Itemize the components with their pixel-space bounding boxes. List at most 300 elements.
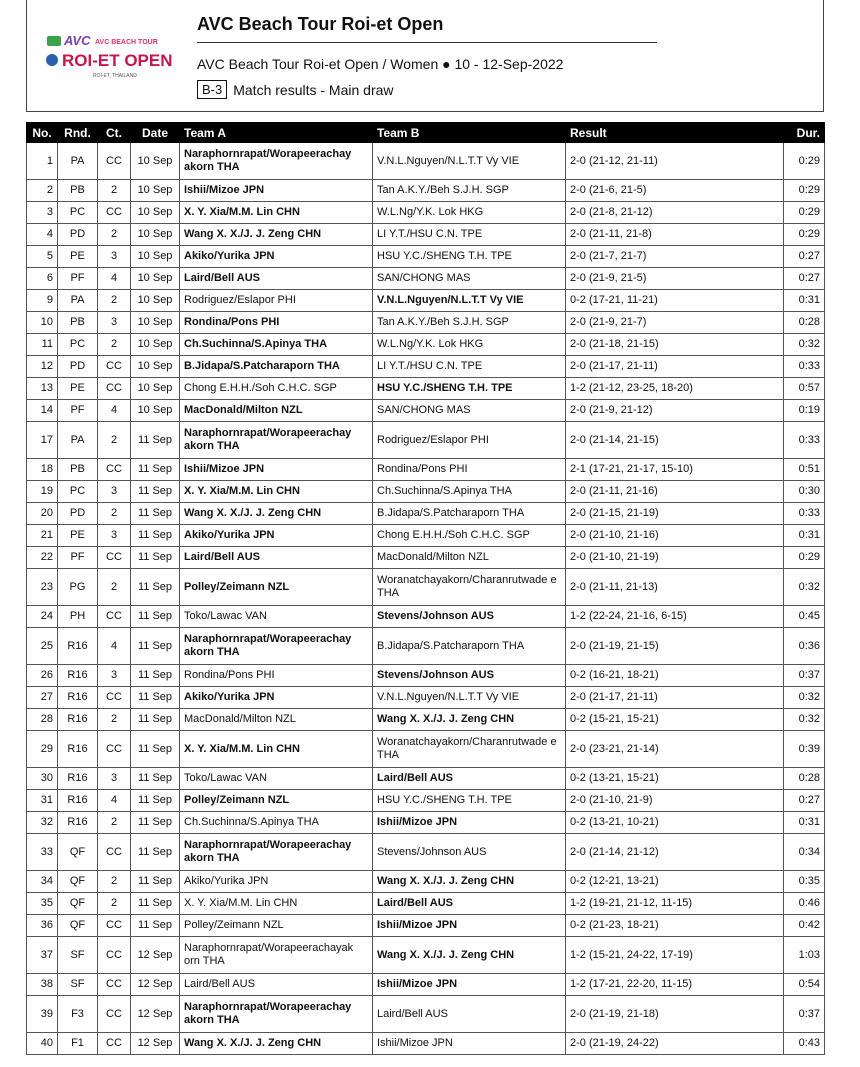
cell-date: 11 Sep — [131, 547, 180, 569]
cell-court: 4 — [98, 628, 131, 665]
cell-duration: 0:32 — [784, 709, 825, 731]
table-row — [27, 915, 825, 937]
cell-result: 0-2 (21-23, 18-21) — [566, 915, 784, 937]
table-row — [27, 268, 825, 290]
cell-duration: 0:45 — [784, 606, 825, 628]
cell-round: R16 — [58, 812, 98, 834]
svg-text:ROI-ET, THAILAND: ROI-ET, THAILAND — [93, 73, 137, 79]
cell-duration: 0:33 — [784, 503, 825, 525]
table-header-row — [27, 123, 825, 143]
cell-result: 1-2 (19-21, 21-12, 11-15) — [566, 893, 784, 915]
cell-court: CC — [98, 143, 131, 180]
cell-court: 3 — [98, 768, 131, 790]
document-title: AVC Beach Tour Roi-et Open — [197, 14, 444, 34]
cell-team-b: Woranatchayakorn/Charanrutwade e THA — [373, 731, 566, 768]
cell-team-b: Laird/Bell AUS — [373, 996, 566, 1033]
table-row — [27, 334, 825, 356]
match-results-table — [26, 122, 825, 1055]
cell-date: 11 Sep — [131, 915, 180, 937]
cell-duration: 0:29 — [784, 202, 825, 224]
table-row — [27, 606, 825, 628]
col-header-duration: Dur. — [784, 123, 825, 143]
cell-round: PD — [58, 356, 98, 378]
cell-team-b: B.Jidapa/S.Patcharaporn THA — [373, 628, 566, 665]
cell-round: R16 — [58, 665, 98, 687]
cell-round: PA — [58, 143, 98, 180]
cell-match-no: 12 — [27, 356, 58, 378]
document-name: Match results - Main draw — [233, 81, 394, 98]
cell-court: CC — [98, 731, 131, 768]
cell-round: PC — [58, 202, 98, 224]
cell-court: CC — [98, 606, 131, 628]
cell-match-no: 28 — [27, 709, 58, 731]
cell-court: CC — [98, 378, 131, 400]
cell-team-a: Chong E.H.H./Soh C.H.C. SGP — [180, 378, 373, 400]
table-row — [27, 459, 825, 481]
cell-team-a: Ishii/Mizoe JPN — [180, 180, 373, 202]
table-row — [27, 937, 825, 974]
cell-date: 11 Sep — [131, 481, 180, 503]
cell-match-no: 34 — [27, 871, 58, 893]
cell-duration: 0:51 — [784, 459, 825, 481]
cell-date: 10 Sep — [131, 356, 180, 378]
cell-result: 2-0 (23-21, 21-14) — [566, 731, 784, 768]
cell-team-b: Rondina/Pons PHI — [373, 459, 566, 481]
cell-match-no: 13 — [27, 378, 58, 400]
cell-match-no: 25 — [27, 628, 58, 665]
col-header-result: Result — [566, 123, 784, 143]
cell-match-no: 17 — [27, 422, 58, 459]
cell-team-a: Ishii/Mizoe JPN — [180, 459, 373, 481]
table-row — [27, 731, 825, 768]
cell-team-b: Rodriguez/Eslapor PHI — [373, 422, 566, 459]
col-header-team-a: Team A — [180, 123, 373, 143]
col-header-no: No. — [27, 123, 58, 143]
cell-team-a: Naraphornrapat/Worapeerachayak orn THA — [180, 937, 373, 974]
cell-court: 3 — [98, 525, 131, 547]
cell-court: 3 — [98, 665, 131, 687]
cell-date: 11 Sep — [131, 871, 180, 893]
cell-court: 2 — [98, 422, 131, 459]
cell-team-b: V.N.L.Nguyen/N.L.T.T Vy VIE — [373, 143, 566, 180]
cell-team-a: Wang X. X./J. J. Zeng CHN — [180, 503, 373, 525]
cell-duration: 0:31 — [784, 525, 825, 547]
cell-date: 11 Sep — [131, 569, 180, 606]
cell-result: 2-0 (21-14, 21-12) — [566, 834, 784, 871]
cell-match-no: 1 — [27, 143, 58, 180]
cell-duration: 0:37 — [784, 996, 825, 1033]
table-row — [27, 709, 825, 731]
cell-date: 11 Sep — [131, 812, 180, 834]
cell-team-a: Ch.Suchinna/S.Apinya THA — [180, 812, 373, 834]
cell-team-b: Woranatchayakorn/Charanrutwade e THA — [373, 569, 566, 606]
cell-result: 2-0 (21-19, 21-18) — [566, 996, 784, 1033]
cell-result: 2-0 (21-19, 24-22) — [566, 1033, 784, 1055]
cell-round: PC — [58, 334, 98, 356]
table-row — [27, 400, 825, 422]
col-header-date: Date — [131, 123, 180, 143]
table-row — [27, 547, 825, 569]
cell-duration: 0:27 — [784, 268, 825, 290]
cell-court: CC — [98, 834, 131, 871]
cell-team-a: Akiko/Yurika JPN — [180, 871, 373, 893]
table-row — [27, 893, 825, 915]
table-row — [27, 503, 825, 525]
cell-round: PF — [58, 547, 98, 569]
table-row — [27, 996, 825, 1033]
table-row — [27, 687, 825, 709]
cell-round: R16 — [58, 731, 98, 768]
cell-court: 2 — [98, 334, 131, 356]
cell-court: 2 — [98, 180, 131, 202]
cell-result: 1-2 (17-21, 22-20, 11-15) — [566, 974, 784, 996]
cell-result: 1-2 (21-12, 23-25, 18-20) — [566, 378, 784, 400]
table-row — [27, 224, 825, 246]
cell-team-b: W.L.Ng/Y.K. Lok HKG — [373, 334, 566, 356]
cell-team-b: Ishii/Mizoe JPN — [373, 1033, 566, 1055]
cell-team-a: Ch.Suchinna/S.Apinya THA — [180, 334, 373, 356]
cell-team-a: Rondina/Pons PHI — [180, 312, 373, 334]
cell-court: 2 — [98, 812, 131, 834]
table-row — [27, 974, 825, 996]
cell-date: 10 Sep — [131, 290, 180, 312]
cell-court: 2 — [98, 893, 131, 915]
cell-team-a: Wang X. X./J. J. Zeng CHN — [180, 224, 373, 246]
cell-court: CC — [98, 547, 131, 569]
table-row — [27, 143, 825, 180]
cell-result: 2-0 (21-11, 21-8) — [566, 224, 784, 246]
cell-result: 2-0 (21-19, 21-15) — [566, 628, 784, 665]
cell-team-a: Naraphornrapat/Worapeerachay akorn THA — [180, 143, 373, 180]
cell-team-b: V.N.L.Nguyen/N.L.T.T Vy VIE — [373, 687, 566, 709]
cell-result: 0-2 (17-21, 11-21) — [566, 290, 784, 312]
col-header-round: Rnd. — [58, 123, 98, 143]
cell-court: CC — [98, 937, 131, 974]
cell-result: 2-0 (21-10, 21-9) — [566, 790, 784, 812]
cell-duration: 0:37 — [784, 665, 825, 687]
cell-result: 2-0 (21-17, 21-11) — [566, 356, 784, 378]
cell-date: 11 Sep — [131, 709, 180, 731]
cell-result: 2-0 (21-6, 21-5) — [566, 180, 784, 202]
cell-team-b: Laird/Bell AUS — [373, 768, 566, 790]
cell-date: 11 Sep — [131, 893, 180, 915]
cell-date: 12 Sep — [131, 1033, 180, 1055]
cell-duration: 0:33 — [784, 422, 825, 459]
cell-team-a: X. Y. Xia/M.M. Lin CHN — [180, 481, 373, 503]
cell-team-a: MacDonald/Milton NZL — [180, 709, 373, 731]
cell-match-no: 40 — [27, 1033, 58, 1055]
cell-result: 2-0 (21-9, 21-12) — [566, 400, 784, 422]
cell-court: 4 — [98, 790, 131, 812]
table-row — [27, 422, 825, 459]
cell-team-b: Stevens/Johnson AUS — [373, 834, 566, 871]
cell-match-no: 11 — [27, 334, 58, 356]
cell-date: 11 Sep — [131, 606, 180, 628]
cell-result: 2-0 (21-7, 21-7) — [566, 246, 784, 268]
cell-court: 2 — [98, 709, 131, 731]
cell-round: PC — [58, 481, 98, 503]
cell-round: R16 — [58, 790, 98, 812]
cell-date: 11 Sep — [131, 790, 180, 812]
cell-match-no: 37 — [27, 937, 58, 974]
cell-court: 4 — [98, 400, 131, 422]
cell-team-b: Wang X. X./J. J. Zeng CHN — [373, 871, 566, 893]
cell-team-b: Tan A.K.Y./Beh S.J.H. SGP — [373, 312, 566, 334]
cell-match-no: 9 — [27, 290, 58, 312]
cell-team-b: HSU Y.C./SHENG T.H. TPE — [373, 790, 566, 812]
cell-match-no: 10 — [27, 312, 58, 334]
cell-date: 10 Sep — [131, 202, 180, 224]
cell-round: QF — [58, 893, 98, 915]
cell-team-b: Ishii/Mizoe JPN — [373, 974, 566, 996]
svg-text:AVC: AVC — [64, 33, 91, 48]
cell-court: CC — [98, 202, 131, 224]
cell-team-b: Chong E.H.H./Soh C.H.C. SGP — [373, 525, 566, 547]
cell-duration: 0:35 — [784, 871, 825, 893]
cell-result: 2-0 (21-8, 21-12) — [566, 202, 784, 224]
cell-date: 10 Sep — [131, 246, 180, 268]
cell-team-b: SAN/CHONG MAS — [373, 400, 566, 422]
svg-text:ROI-ET OPEN: ROI-ET OPEN — [62, 51, 173, 70]
table-row — [27, 1033, 825, 1055]
cell-team-b: Stevens/Johnson AUS — [373, 606, 566, 628]
document-code: B-3 — [197, 80, 227, 99]
cell-match-no: 35 — [27, 893, 58, 915]
cell-team-b: W.L.Ng/Y.K. Lok HKG — [373, 202, 566, 224]
table-row — [27, 834, 825, 871]
cell-round: PD — [58, 503, 98, 525]
cell-date: 11 Sep — [131, 768, 180, 790]
cell-team-b: MacDonald/Milton NZL — [373, 547, 566, 569]
cell-result: 2-0 (21-12, 21-11) — [566, 143, 784, 180]
cell-date: 10 Sep — [131, 268, 180, 290]
cell-team-b: SAN/CHONG MAS — [373, 268, 566, 290]
cell-date: 10 Sep — [131, 312, 180, 334]
cell-court: 3 — [98, 246, 131, 268]
header-box — [26, 0, 824, 112]
cell-team-b: LI Y.T./HSU C.N. TPE — [373, 356, 566, 378]
cell-match-no: 29 — [27, 731, 58, 768]
cell-round: R16 — [58, 709, 98, 731]
table-row — [27, 790, 825, 812]
cell-date: 11 Sep — [131, 628, 180, 665]
cell-team-a: Toko/Lawac VAN — [180, 768, 373, 790]
svg-text:AVC BEACH TOUR: AVC BEACH TOUR — [95, 39, 158, 46]
cell-duration: 0:33 — [784, 356, 825, 378]
cell-date: 10 Sep — [131, 334, 180, 356]
cell-result: 1-2 (22-24, 21-16, 6-15) — [566, 606, 784, 628]
cell-date: 11 Sep — [131, 665, 180, 687]
cell-duration: 0:32 — [784, 569, 825, 606]
tournament-logo — [45, 30, 187, 82]
cell-court: CC — [98, 996, 131, 1033]
cell-team-b: Ishii/Mizoe JPN — [373, 812, 566, 834]
cell-result: 0-2 (13-21, 15-21) — [566, 768, 784, 790]
cell-date: 11 Sep — [131, 687, 180, 709]
cell-date: 12 Sep — [131, 937, 180, 974]
cell-date: 10 Sep — [131, 224, 180, 246]
cell-date: 12 Sep — [131, 996, 180, 1033]
cell-result: 2-0 (21-18, 21-15) — [566, 334, 784, 356]
cell-duration: 0:29 — [784, 224, 825, 246]
cell-court: CC — [98, 687, 131, 709]
cell-team-a: Toko/Lawac VAN — [180, 606, 373, 628]
cell-duration: 0:46 — [784, 893, 825, 915]
cell-match-no: 27 — [27, 687, 58, 709]
cell-result: 2-1 (17-21, 21-17, 15-10) — [566, 459, 784, 481]
cell-team-a: Naraphornrapat/Worapeerachay akorn THA — [180, 422, 373, 459]
cell-team-b: Wang X. X./J. J. Zeng CHN — [373, 937, 566, 974]
cell-court: 2 — [98, 871, 131, 893]
cell-date: 10 Sep — [131, 378, 180, 400]
document-line — [197, 80, 394, 99]
cell-date: 11 Sep — [131, 731, 180, 768]
cell-round: R16 — [58, 628, 98, 665]
cell-round: PF — [58, 268, 98, 290]
cell-result: 2-0 (21-11, 21-16) — [566, 481, 784, 503]
cell-court: CC — [98, 915, 131, 937]
cell-team-b: HSU Y.C./SHENG T.H. TPE — [373, 378, 566, 400]
cell-duration: 0:27 — [784, 790, 825, 812]
cell-duration: 0:30 — [784, 481, 825, 503]
cell-match-no: 6 — [27, 268, 58, 290]
table-row — [27, 180, 825, 202]
cell-round: PF — [58, 400, 98, 422]
cell-court: 3 — [98, 481, 131, 503]
cell-match-no: 36 — [27, 915, 58, 937]
cell-date: 11 Sep — [131, 834, 180, 871]
cell-match-no: 32 — [27, 812, 58, 834]
cell-round: F1 — [58, 1033, 98, 1055]
cell-round: PD — [58, 224, 98, 246]
cell-result: 2-0 (21-9, 21-5) — [566, 268, 784, 290]
cell-court: 2 — [98, 503, 131, 525]
cell-round: PB — [58, 312, 98, 334]
cell-result: 2-0 (21-15, 21-19) — [566, 503, 784, 525]
cell-match-no: 38 — [27, 974, 58, 996]
table-row — [27, 768, 825, 790]
cell-team-a: Laird/Bell AUS — [180, 547, 373, 569]
cell-result: 2-0 (21-11, 21-13) — [566, 569, 784, 606]
cell-team-b: B.Jidapa/S.Patcharaporn THA — [373, 503, 566, 525]
cell-court: CC — [98, 974, 131, 996]
cell-team-a: Akiko/Yurika JPN — [180, 525, 373, 547]
cell-round: R16 — [58, 768, 98, 790]
cell-match-no: 5 — [27, 246, 58, 268]
cell-result: 2-0 (21-9, 21-7) — [566, 312, 784, 334]
cell-team-b: Wang X. X./J. J. Zeng CHN — [373, 709, 566, 731]
cell-match-no: 20 — [27, 503, 58, 525]
cell-result: 0-2 (13-21, 10-21) — [566, 812, 784, 834]
cell-round: SF — [58, 974, 98, 996]
cell-round: PA — [58, 422, 98, 459]
cell-team-a: Laird/Bell AUS — [180, 974, 373, 996]
cell-team-b: HSU Y.C./SHENG T.H. TPE — [373, 246, 566, 268]
cell-round: QF — [58, 871, 98, 893]
cell-team-a: X. Y. Xia/M.M. Lin CHN — [180, 731, 373, 768]
cell-duration: 0:36 — [784, 628, 825, 665]
cell-team-a: Polley/Zeimann NZL — [180, 915, 373, 937]
cell-duration: 0:32 — [784, 687, 825, 709]
cell-round: R16 — [58, 687, 98, 709]
cell-team-a: Akiko/Yurika JPN — [180, 246, 373, 268]
cell-duration: 0:27 — [784, 246, 825, 268]
cell-match-no: 23 — [27, 569, 58, 606]
cell-round: PH — [58, 606, 98, 628]
cell-duration: 0:42 — [784, 915, 825, 937]
cell-date: 10 Sep — [131, 400, 180, 422]
cell-match-no: 22 — [27, 547, 58, 569]
cell-result: 0-2 (15-21, 15-21) — [566, 709, 784, 731]
cell-date: 11 Sep — [131, 525, 180, 547]
cell-team-b: Stevens/Johnson AUS — [373, 665, 566, 687]
cell-team-a: B.Jidapa/S.Patcharaporn THA — [180, 356, 373, 378]
cell-match-no: 33 — [27, 834, 58, 871]
cell-duration: 1:03 — [784, 937, 825, 974]
cell-round: SF — [58, 937, 98, 974]
table-row — [27, 290, 825, 312]
table-row — [27, 312, 825, 334]
cell-duration: 0:54 — [784, 974, 825, 996]
cell-team-b: Ishii/Mizoe JPN — [373, 915, 566, 937]
cell-round: QF — [58, 915, 98, 937]
table-row — [27, 525, 825, 547]
cell-duration: 0:43 — [784, 1033, 825, 1055]
cell-match-no: 18 — [27, 459, 58, 481]
cell-match-no: 39 — [27, 996, 58, 1033]
cell-match-no: 24 — [27, 606, 58, 628]
cell-match-no: 14 — [27, 400, 58, 422]
table-row — [27, 812, 825, 834]
cell-date: 11 Sep — [131, 459, 180, 481]
cell-team-a: Rodriguez/Eslapor PHI — [180, 290, 373, 312]
cell-team-a: Polley/Zeimann NZL — [180, 569, 373, 606]
cell-date: 11 Sep — [131, 503, 180, 525]
cell-match-no: 31 — [27, 790, 58, 812]
cell-round: PB — [58, 459, 98, 481]
cell-match-no: 19 — [27, 481, 58, 503]
cell-court: 2 — [98, 569, 131, 606]
table-row — [27, 246, 825, 268]
cell-round: QF — [58, 834, 98, 871]
cell-team-a: Naraphornrapat/Worapeerachay akorn THA — [180, 996, 373, 1033]
cell-round: PG — [58, 569, 98, 606]
cell-round: F3 — [58, 996, 98, 1033]
cell-round: PE — [58, 246, 98, 268]
table-row — [27, 871, 825, 893]
cell-duration: 0:29 — [784, 180, 825, 202]
cell-duration: 0:32 — [784, 334, 825, 356]
cell-duration: 0:28 — [784, 312, 825, 334]
cell-date: 10 Sep — [131, 143, 180, 180]
cell-team-b: Tan A.K.Y./Beh S.J.H. SGP — [373, 180, 566, 202]
cell-team-a: Rondina/Pons PHI — [180, 665, 373, 687]
cell-result: 1-2 (15-21, 24-22, 17-19) — [566, 937, 784, 974]
cell-round: PE — [58, 378, 98, 400]
table-row — [27, 378, 825, 400]
cell-team-a: Akiko/Yurika JPN — [180, 687, 373, 709]
cell-court: CC — [98, 459, 131, 481]
cell-duration: 0:31 — [784, 812, 825, 834]
cell-duration: 0:29 — [784, 143, 825, 180]
table-row — [27, 356, 825, 378]
table-row — [27, 202, 825, 224]
cell-date: 12 Sep — [131, 974, 180, 996]
cell-court: 2 — [98, 290, 131, 312]
cell-round: PB — [58, 180, 98, 202]
cell-team-a: Wang X. X./J. J. Zeng CHN — [180, 1033, 373, 1055]
cell-team-a: MacDonald/Milton NZL — [180, 400, 373, 422]
